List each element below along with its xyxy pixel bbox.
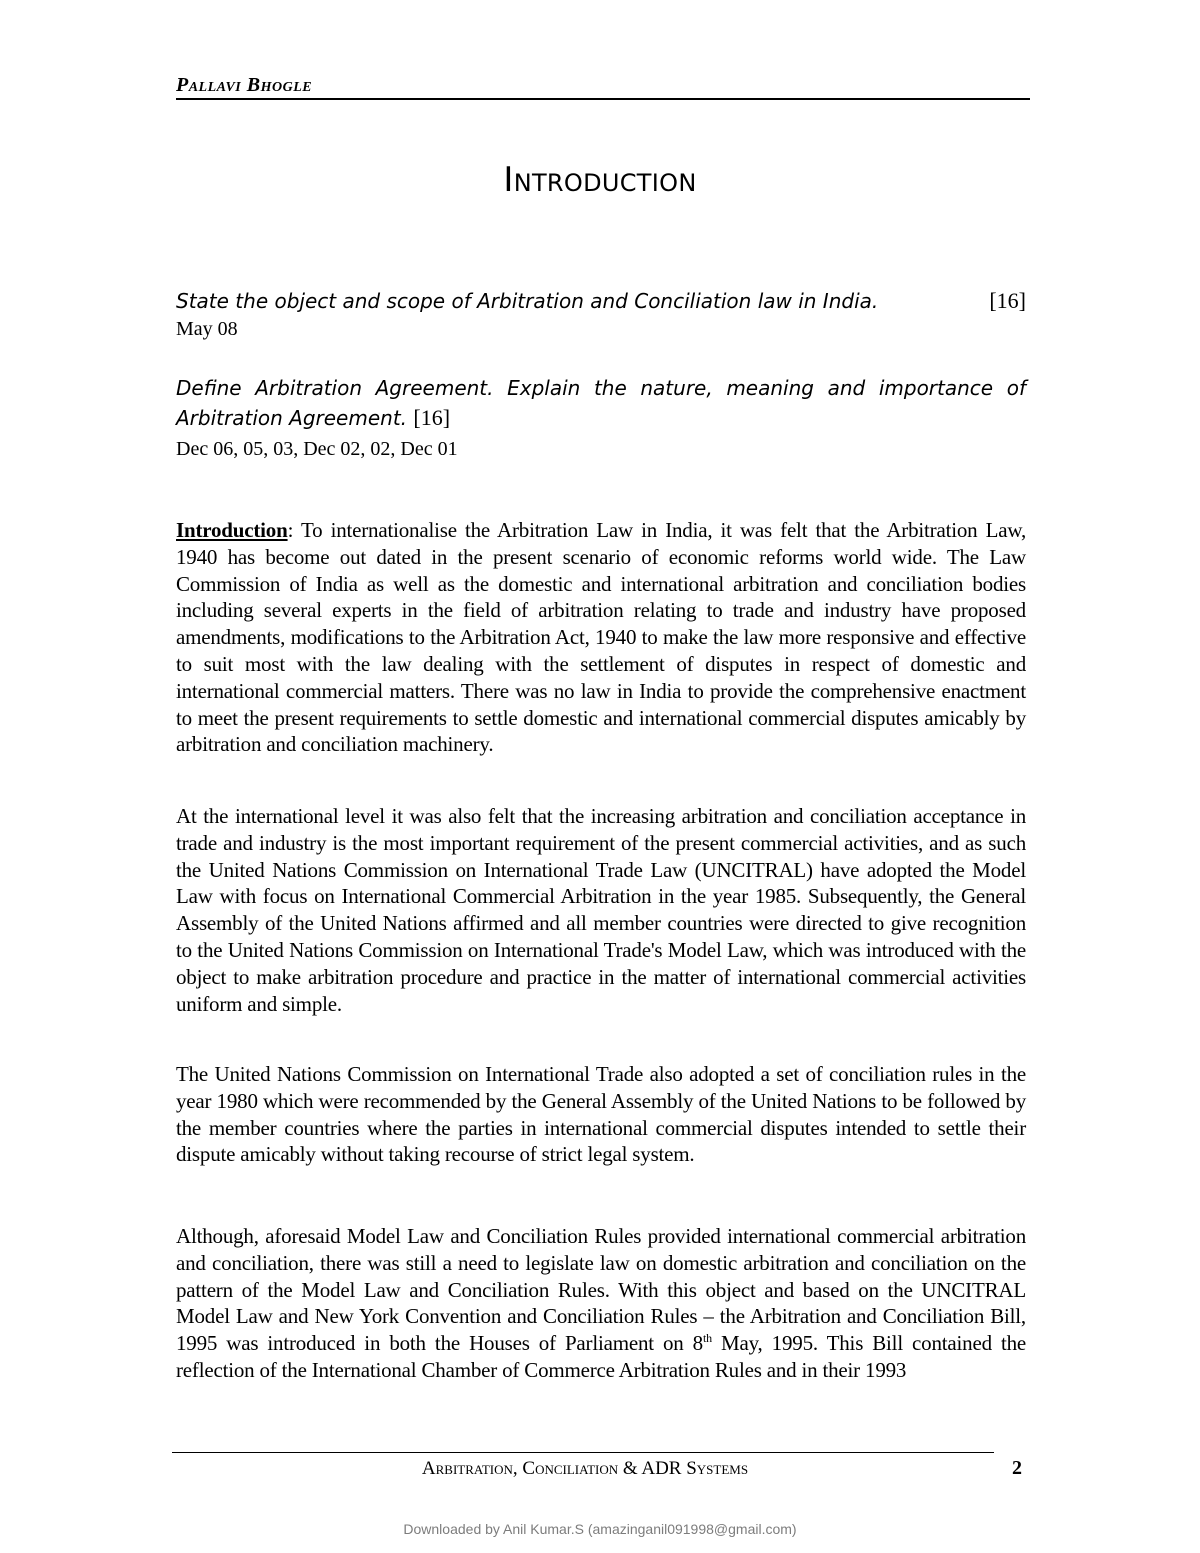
download-watermark: Downloaded by Anil Kumar.S (amazinganil091998@gmail.com) [403,1521,797,1537]
question-1-text: State the object and scope of Arbitration and Conciliation law in India. [176,289,879,313]
footer-rule [172,1452,994,1453]
question-2 [176,373,1026,433]
introduction-label: Introduction [176,518,288,542]
page-number: 2 [1012,1457,1022,1479]
paragraph-3: The United Nations Commission on International Trade also adopted a set of conciliation rules in the year 1980 which were recommended by the General Assembly of the United Nations to be followed by the member countries where the parties in international commercial disputes intended to settle their dispute amicably without taking recourse of strict legal system. [176,1062,1026,1167]
paragraph-introduction [176,517,1026,758]
header-author: Pallavi Bhogle [176,74,313,96]
question-1-marks: [16] [989,288,1026,313]
footer-title: Arbitration, Conciliation & ADR Systems [421,1458,749,1479]
header-rule [176,98,1030,100]
paragraph-4 [176,1223,1026,1384]
paragraph-1-text: : To internationalise the Arbitration Law in India, it was felt that the Arbitration Law, 1940 has become out dated in the present scenario of economic reforms world wide. The Law Commission of India as well as the domestic and international arbitration and conciliation bodies including several experts in the field of arbitration relating to trade and industry have proposed amendments, modifications to the Arbitration Act, 1940 to make the law more responsive and effective to suit most with the law dealing with the settlement of disputes in respect of domestic and international commercial matters. There was no law in India to provide the comprehensive enactment to meet the present requirements to settle domestic and international commercial disputes amicably by arbitration and conciliation machinery. [176,518,1026,757]
paragraph-4-text-part-2: May, 1995. This Bill contained the reflection of the International Chamber of Commerce Arbitration Rules and in their 1993 [176,1331,1027,1382]
ordinal-suffix: th [703,1331,712,1346]
question-1 [176,286,1026,316]
page-title: Introduction [503,160,697,200]
paragraph-2: At the international level it was also felt that the increasing arbitration and conciliation acceptance in trade and industry is the most important requirement of the present commercial activities, and as such the United Nations Commission on International Trade Law (UNCITRAL) have adopted the Model Law with focus on International Commercial Arbitration in the year 1985. Subsequently, the General Assembly of the United Nations affirmed and all member countries were directed to give recognition to the United Nations Commission on International Trade's Model Law, which was introduced with the object to make arbitration procedure and practice in the matter of international commercial activities uniform and simple. [176,804,1026,1016]
question-2-text: Define Arbitration Agreement. Explain the nature, meaning and importance of Arbitration Agreement. [176,376,1026,430]
question-1-dates: May 08 [176,318,238,340]
question-2-dates: Dec 06, 05, 03, Dec 02, 02, Dec 01 [176,438,458,460]
paragraph-4-text-part-1: Although, aforesaid Model Law and Conciliation Rules provided international commercial arbitration and conciliation, there was still a need to legislate law on domestic arbitration and conciliation on the pattern of the Model Law and Conciliation Rules. With this object and based on the UNCITRAL Model Law and New York Convention and Conciliation Rules – the Arbitration and Conciliation Bill, 1995 was introduced in both the Houses of Parliament on 8 [176,1224,1026,1356]
question-2-marks: [16] [413,405,451,430]
